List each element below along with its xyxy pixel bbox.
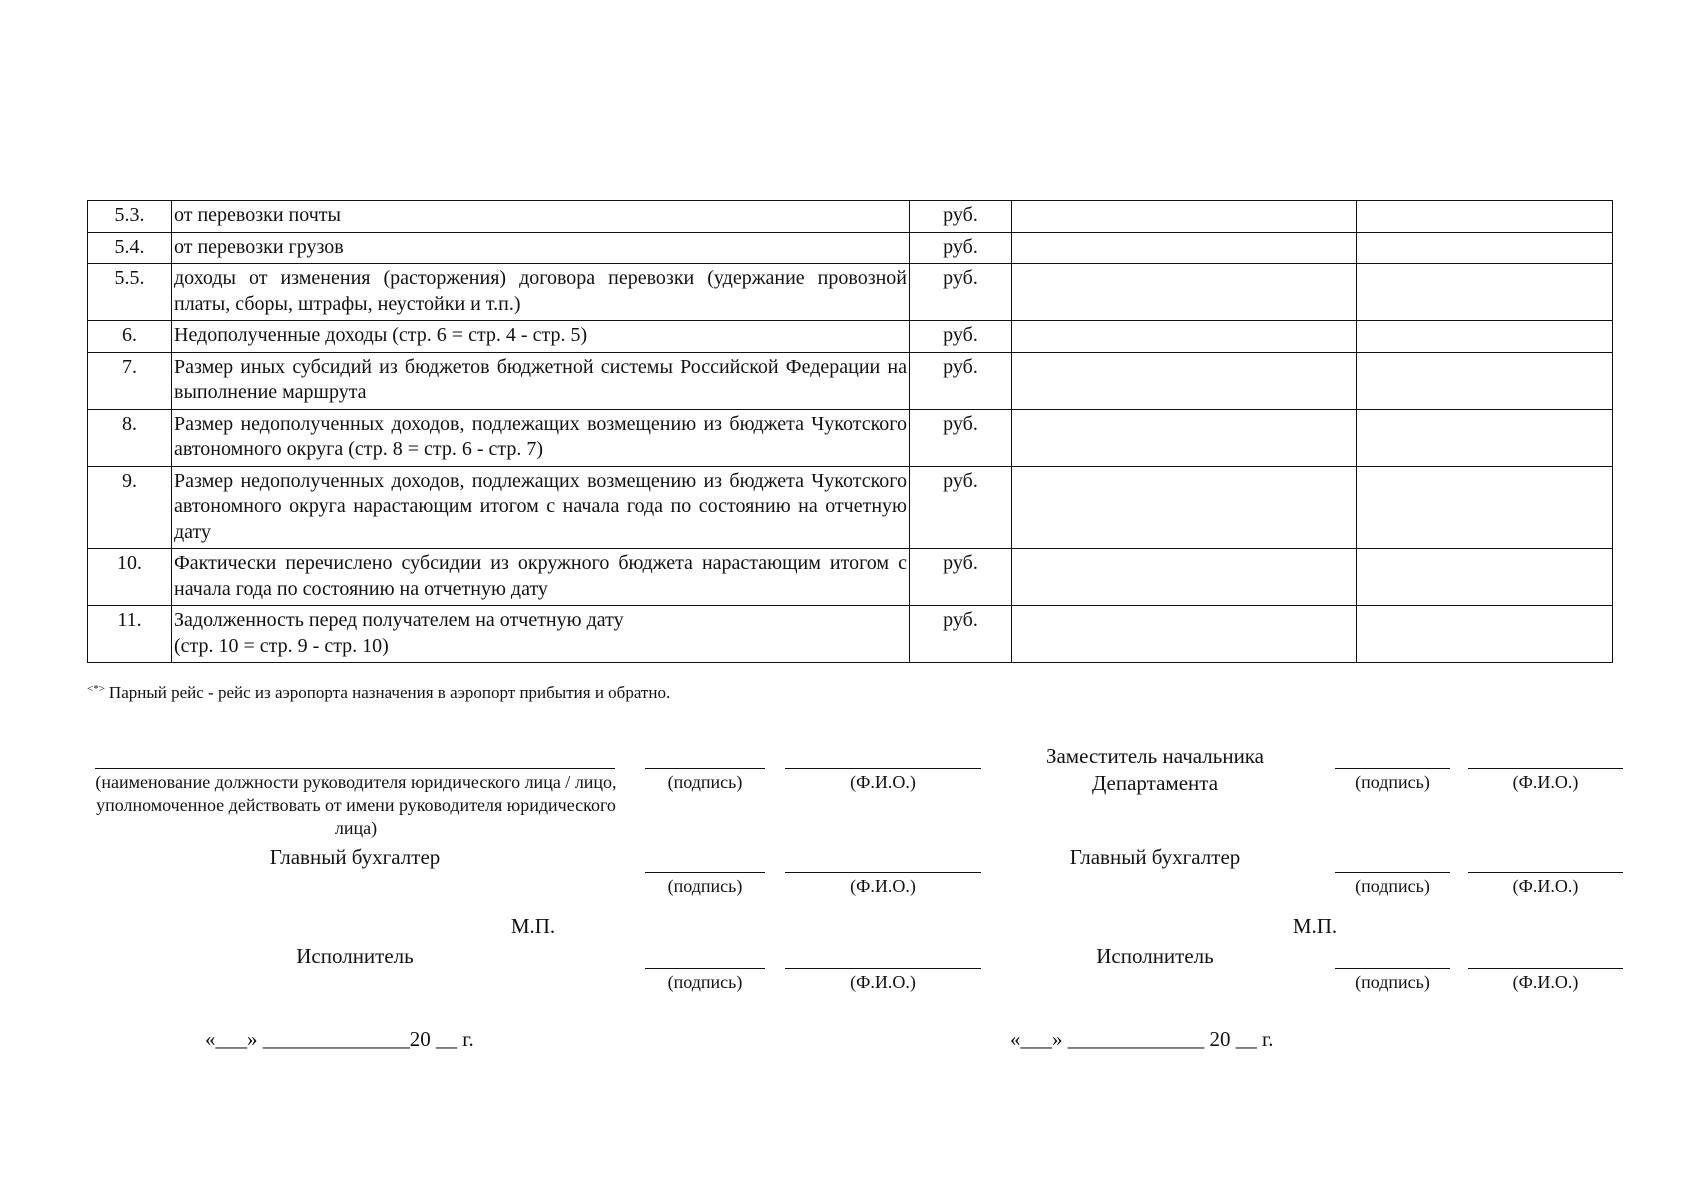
row-number: 8.	[88, 409, 172, 466]
stamp-label: М.П.	[510, 914, 556, 938]
row-description-line: Задолженность перед получателем на отчетную дату	[174, 609, 624, 631]
date-field: «___» _____________ 20 __ г.	[1010, 1027, 1274, 1051]
footnote-text: Парный рейс - рейс из аэропорта назначения в аэропорт прибытия и обратно.	[108, 683, 671, 702]
row-description: Размер недополученных доходов, подлежащих возмещению из бюджета Чукотского автономного округа (стр. 8 = стр. 6 - стр. 7)	[172, 409, 910, 466]
row-value-cell	[1357, 606, 1613, 663]
row-value-cell	[1012, 606, 1357, 663]
row-number: 10.	[88, 549, 172, 606]
fio-line	[785, 968, 981, 969]
table-row	[88, 549, 1613, 606]
row-number: 6.	[88, 321, 172, 353]
row-description: Размер недополученных доходов, подлежащих возмещению из бюджета Чукотского автономного округа нарастающим итогом с начала года по состоянию на отчетную дату	[172, 466, 910, 549]
row-value-cell	[1012, 352, 1357, 409]
executor-label: Исполнитель	[1096, 944, 1214, 968]
signature-caption: (подпись)	[1355, 772, 1430, 792]
signature-line	[645, 968, 765, 969]
fio-caption: (Ф.И.О.)	[850, 972, 916, 992]
fio-caption: (Ф.И.О.)	[1512, 772, 1579, 792]
table-row	[88, 409, 1613, 466]
table-row	[88, 352, 1613, 409]
signature-line	[1335, 968, 1450, 969]
table-row	[88, 606, 1613, 663]
row-unit: руб.	[910, 549, 1012, 606]
fio-line	[1468, 968, 1623, 969]
executor-label: Исполнитель	[296, 944, 414, 968]
row-description: от перевозки почты	[172, 201, 910, 233]
fio-line	[785, 872, 981, 873]
row-description: Недополученные доходы (стр. 6 = стр. 4 - стр. 5)	[172, 321, 910, 353]
table-row	[88, 321, 1613, 353]
row-value-cell	[1012, 232, 1357, 264]
row-value-cell	[1357, 549, 1613, 606]
signature-caption: (подпись)	[667, 772, 743, 792]
table-row	[88, 264, 1613, 321]
signature-line	[1335, 872, 1450, 873]
row-number: 7.	[88, 352, 172, 409]
row-unit: руб.	[910, 321, 1012, 353]
row-value-cell	[1012, 321, 1357, 353]
fio-caption: (Ф.И.О.)	[1512, 876, 1579, 896]
row-number: 5.5.	[88, 264, 172, 321]
row-number: 9.	[88, 466, 172, 549]
row-value-cell	[1357, 201, 1613, 233]
row-value-cell	[1357, 232, 1613, 264]
stamp-label: М.П.	[1292, 914, 1338, 938]
row-unit: руб.	[910, 352, 1012, 409]
deputy-head-label	[1020, 743, 1290, 797]
row-unit: руб.	[910, 409, 1012, 466]
row-value-cell	[1357, 466, 1613, 549]
fio-caption: (Ф.И.О.)	[850, 876, 916, 896]
footnote-mark: <*>	[87, 683, 105, 695]
row-unit: руб.	[910, 264, 1012, 321]
report-table	[87, 200, 1613, 663]
deputy-head-line: Департамента	[1091, 771, 1219, 795]
row-description: доходы от изменения (расторжения) договора перевозки (удержание провозной платы, сборы, штрафы, неустойки и т.п.)	[172, 264, 910, 321]
chief-accountant-label: Главный бухгалтер	[269, 845, 441, 869]
row-value-cell	[1012, 466, 1357, 549]
chief-accountant-label: Главный бухгалтер	[1069, 845, 1241, 869]
fio-caption: (Ф.И.О.)	[1512, 972, 1579, 992]
row-description: от перевозки грузов	[172, 232, 910, 264]
table-row	[88, 201, 1613, 233]
signature-line	[645, 872, 765, 873]
row-value-cell	[1012, 549, 1357, 606]
row-description: Фактически перечислено субсидии из окружного бюджета нарастающим итогом с начала года по состоянию на отчетную дату	[172, 549, 910, 606]
fio-line	[1468, 872, 1623, 873]
signature-line	[645, 768, 765, 769]
fio-line	[785, 768, 981, 769]
row-unit: руб.	[910, 466, 1012, 549]
row-value-cell	[1012, 264, 1357, 321]
date-field: «___» ______________20 __ г.	[205, 1027, 474, 1051]
row-number: 5.3.	[88, 201, 172, 233]
row-number: 5.4.	[88, 232, 172, 264]
row-unit: руб.	[910, 201, 1012, 233]
position-caption: (наименование должности руководителя юридического лица / лицо, уполномоченное действовать от имени руководителя юридического лица)	[95, 772, 617, 838]
table-row	[88, 466, 1613, 549]
row-value-cell	[1357, 321, 1613, 353]
signature-line	[1335, 768, 1450, 769]
deputy-head-line: Заместитель начальника	[1045, 744, 1265, 768]
signature-caption: (подпись)	[1355, 876, 1430, 896]
fio-caption: (Ф.И.О.)	[850, 772, 916, 792]
row-unit: руб.	[910, 606, 1012, 663]
signature-caption: (подпись)	[667, 876, 743, 896]
row-number: 11.	[88, 606, 172, 663]
row-description: Размер иных субсидий из бюджетов бюджетной системы Российской Федерации на выполнение маршрута	[172, 352, 910, 409]
row-value-cell	[1357, 264, 1613, 321]
signature-caption: (подпись)	[667, 972, 743, 992]
footnote	[87, 683, 670, 703]
row-value-cell	[1357, 352, 1613, 409]
row-value-cell	[1357, 409, 1613, 466]
row-value-cell	[1012, 409, 1357, 466]
row-unit: руб.	[910, 232, 1012, 264]
row-description-line: (стр. 10 = стр. 9 - стр. 10)	[174, 634, 389, 657]
row-description	[172, 606, 910, 663]
signature-caption: (подпись)	[1355, 972, 1430, 992]
fio-line	[1468, 768, 1623, 769]
table-row	[88, 232, 1613, 264]
row-value-cell	[1012, 201, 1357, 233]
position-line	[95, 768, 615, 769]
